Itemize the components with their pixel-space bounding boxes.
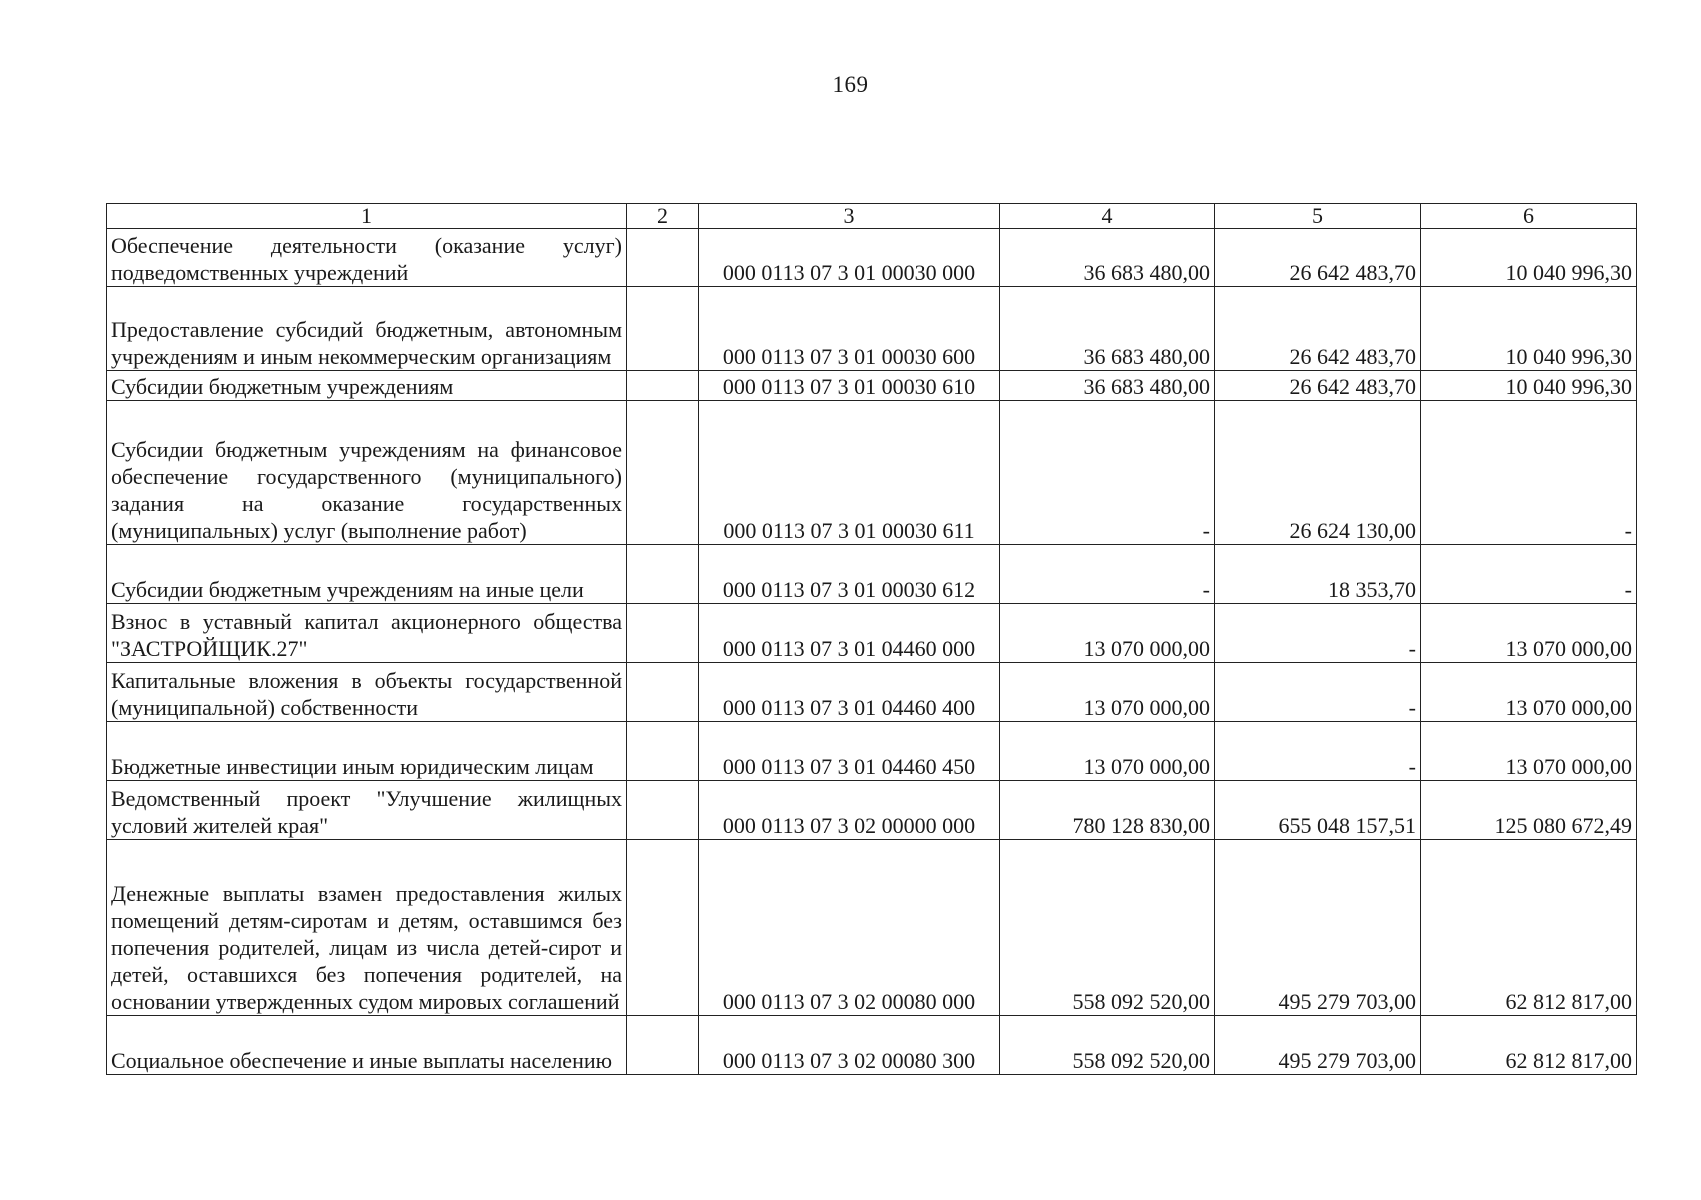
- row-col2: [627, 229, 699, 287]
- table-row: [107, 840, 1637, 1016]
- column-header-2: 2: [627, 204, 699, 229]
- row-col2: [627, 840, 699, 1016]
- column-header-4: 4: [1000, 204, 1215, 229]
- row-col5: -: [1215, 663, 1421, 722]
- row-col4: 36 683 480,00: [1000, 287, 1215, 371]
- budget-table: [106, 203, 1637, 1075]
- table-row: [107, 401, 1637, 545]
- row-col5: 26 642 483,70: [1215, 371, 1421, 401]
- row-col4: 36 683 480,00: [1000, 371, 1215, 401]
- row-col4: 558 092 520,00: [1000, 1016, 1215, 1075]
- row-col4: 780 128 830,00: [1000, 781, 1215, 840]
- page-number: 169: [832, 72, 869, 97]
- row-col2: [627, 722, 699, 781]
- row-description: Социальное обеспечение и иные выплаты населению: [107, 1016, 627, 1075]
- row-col6: 13 070 000,00: [1421, 604, 1637, 663]
- row-col2: [627, 401, 699, 545]
- row-description: Обеспечение деятельности (оказание услуг) подведомственных учреждений: [107, 229, 627, 287]
- row-col6: 10 040 996,30: [1421, 287, 1637, 371]
- row-code: 000 0113 07 3 02 00080 300: [699, 1016, 1000, 1075]
- column-header-1: 1: [107, 204, 627, 229]
- row-code: 000 0113 07 3 02 00080 000: [699, 840, 1000, 1016]
- row-col4: 13 070 000,00: [1000, 663, 1215, 722]
- row-code: 000 0113 07 3 02 00000 000: [699, 781, 1000, 840]
- row-col5: -: [1215, 604, 1421, 663]
- row-code: 000 0113 07 3 01 00030 000: [699, 229, 1000, 287]
- row-description: Субсидии бюджетным учреждениям на финансовое обеспечение государственного (муниципального) задания на оказание государственных (муниципальных) услуг (выполнение работ): [107, 401, 627, 545]
- row-col2: [627, 663, 699, 722]
- column-header-5: 5: [1215, 204, 1421, 229]
- row-col6: 10 040 996,30: [1421, 229, 1637, 287]
- table-row: [107, 229, 1637, 287]
- table-row: [107, 604, 1637, 663]
- row-col5: 26 642 483,70: [1215, 229, 1421, 287]
- table-row: [107, 781, 1637, 840]
- row-col6: -: [1421, 401, 1637, 545]
- row-col4: 36 683 480,00: [1000, 229, 1215, 287]
- row-code: 000 0113 07 3 01 04460 450: [699, 722, 1000, 781]
- row-col4: 13 070 000,00: [1000, 604, 1215, 663]
- row-col5: 18 353,70: [1215, 545, 1421, 604]
- row-description: Взнос в уставный капитал акционерного общества "ЗАСТРОЙЩИК.27": [107, 604, 627, 663]
- row-col2: [627, 287, 699, 371]
- row-col6: 13 070 000,00: [1421, 722, 1637, 781]
- row-col5: 26 642 483,70: [1215, 287, 1421, 371]
- row-col2: [627, 371, 699, 401]
- row-col4: 558 092 520,00: [1000, 840, 1215, 1016]
- row-description: Предоставление субсидий бюджетным, автономным учреждениям и иным некоммерческим организациям: [107, 287, 627, 371]
- row-col5: -: [1215, 722, 1421, 781]
- row-code: 000 0113 07 3 01 00030 612: [699, 545, 1000, 604]
- table-row: [107, 371, 1637, 401]
- row-code: 000 0113 07 3 01 00030 610: [699, 371, 1000, 401]
- row-col5: 495 279 703,00: [1215, 840, 1421, 1016]
- row-col2: [627, 604, 699, 663]
- row-description: Денежные выплаты взамен предоставления жилых помещений детям-сиротам и детям, оставшимся без попечения родителей, лицам из числа детей-сирот и детей, оставшихся без попечения родителей, на основании утвержденных судом мировых соглашений: [107, 840, 627, 1016]
- row-description: Ведомственный проект "Улучшение жилищных условий жителей края": [107, 781, 627, 840]
- row-code: 000 0113 07 3 01 00030 600: [699, 287, 1000, 371]
- row-description: Капитальные вложения в объекты государственной (муниципальной) собственности: [107, 663, 627, 722]
- table-row: [107, 287, 1637, 371]
- row-col5: 495 279 703,00: [1215, 1016, 1421, 1075]
- row-col6: -: [1421, 545, 1637, 604]
- row-col6: 62 812 817,00: [1421, 1016, 1637, 1075]
- row-description: Бюджетные инвестиции иным юридическим лицам: [107, 722, 627, 781]
- row-col5: 26 624 130,00: [1215, 401, 1421, 545]
- header-row: [107, 204, 1637, 229]
- column-header-3: 3: [699, 204, 1000, 229]
- row-col6: 125 080 672,49: [1421, 781, 1637, 840]
- row-col2: [627, 545, 699, 604]
- row-col2: [627, 1016, 699, 1075]
- table-body: [107, 229, 1637, 1075]
- row-description: Субсидии бюджетным учреждениям на иные цели: [107, 545, 627, 604]
- row-col5: 655 048 157,51: [1215, 781, 1421, 840]
- row-code: 000 0113 07 3 01 04460 000: [699, 604, 1000, 663]
- column-header-6: 6: [1421, 204, 1637, 229]
- row-code: 000 0113 07 3 01 00030 611: [699, 401, 1000, 545]
- row-col2: [627, 781, 699, 840]
- table-row: [107, 545, 1637, 604]
- row-col4: -: [1000, 545, 1215, 604]
- row-col6: 13 070 000,00: [1421, 663, 1637, 722]
- row-col4: -: [1000, 401, 1215, 545]
- table-row: [107, 722, 1637, 781]
- row-col4: 13 070 000,00: [1000, 722, 1215, 781]
- row-code: 000 0113 07 3 01 04460 400: [699, 663, 1000, 722]
- row-col6: 10 040 996,30: [1421, 371, 1637, 401]
- row-description: Субсидии бюджетным учреждениям: [107, 371, 627, 401]
- table-header: [107, 204, 1637, 229]
- row-col6: 62 812 817,00: [1421, 840, 1637, 1016]
- table-row: [107, 1016, 1637, 1075]
- table-row: [107, 663, 1637, 722]
